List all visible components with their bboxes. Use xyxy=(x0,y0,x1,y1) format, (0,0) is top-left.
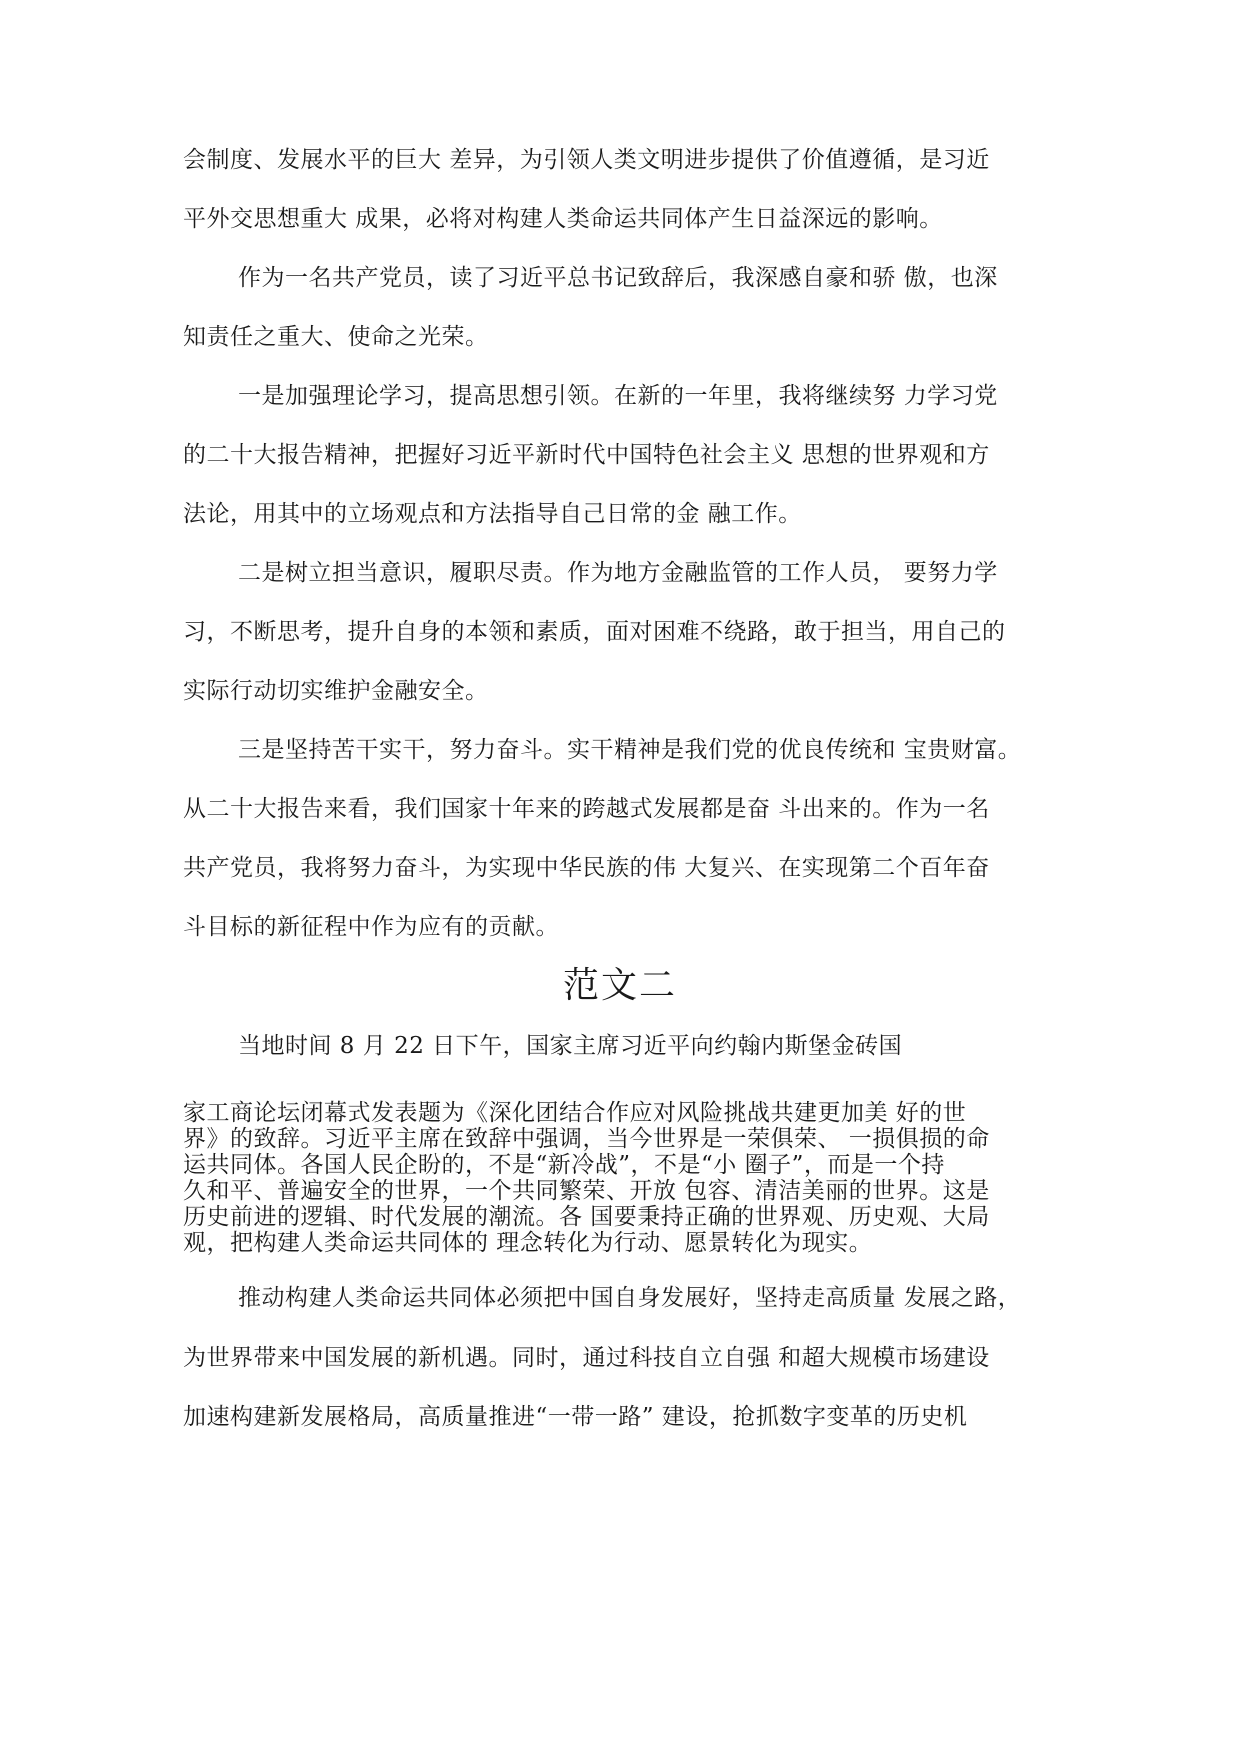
text-line: 从二十大报告来看，我们国家十年来的跨越式发展都是奋 斗出来的。作为一名 xyxy=(183,796,990,822)
text-line: 会制度、发展水平的巨大 差异，为引领人类文明进步提供了价值遵循，是习近 xyxy=(183,147,990,173)
text-line: 共产党员，我将努力奋斗，为实现中华民族的伟 大复兴、在实现第二个百年奋 xyxy=(183,855,990,881)
text-line: 推动构建人类命运共同体必须把中国自身发展好，坚持走高质量 发展之路， xyxy=(238,1285,1022,1311)
text-line: 运共同体。各国人民企盼的，不是“新冷战”，不是“小 圈子”，而是一个持 xyxy=(183,1152,945,1178)
text-line: 三是坚持苦干实干，努力奋斗。实干精神是我们党的优良传统和 宝贵财富。 xyxy=(238,737,1022,763)
text-line: 平外交思想重大 成果，必将对构建人类命运共同体产生日益深远的影响。 xyxy=(183,206,943,232)
text-line: 二是树立担当意识，履职尽责。作为地方金融监管的工作人员， 要努力学 xyxy=(238,560,998,586)
text-line: 观，把构建人类命运共同体的 理念转化为行动、愿景转化为现实。 xyxy=(183,1230,873,1256)
text-line: 历史前进的逻辑、时代发展的潮流。各 国要秉持正确的世界观、历史观、大局 xyxy=(183,1204,990,1230)
text-line: 的二十大报告精神，把握好习近平新时代中国特色社会主义 思想的世界观和方 xyxy=(183,442,990,468)
text-line: 加速构建新发展格局，高质量推进“一带一路” 建设，抢抓数字变革的历史机 xyxy=(183,1404,968,1430)
text-line: 当地时间 8 月 22 日下午，国家主席习近平向约翰内斯堡金砖国 xyxy=(238,1033,903,1059)
text-line: 界》的致辞。习近平主席在致辞中强调，当今世界是一荣俱荣、 一损俱损的命 xyxy=(183,1126,990,1152)
text-line: 一是加强理论学习，提高思想引领。在新的一年里，我将继续努 力学习党 xyxy=(238,383,998,409)
text-line: 法论，用其中的立场观点和方法指导自己日常的金 融工作。 xyxy=(183,501,802,527)
text-line: 作为一名共产党员，读了习近平总书记致辞后，我深感自豪和骄 傲，也深 xyxy=(238,265,998,291)
dense-paragraph xyxy=(183,1100,1063,1256)
section-heading: 范文二 xyxy=(562,965,677,1006)
text-line: 斗目标的新征程中作为应有的贡献。 xyxy=(183,914,559,940)
text-line: 实际行动切实维护金融安全。 xyxy=(183,678,489,704)
text-line: 家工商论坛闭幕式发表题为《深化团结合作应对风险挑战共建更加美 好的世 xyxy=(183,1100,967,1126)
text-line: 知责任之重大、使命之光荣。 xyxy=(183,324,489,350)
text-line: 久和平、普遍安全的世界，一个共同繁荣、开放 包容、清洁美丽的世界。这是 xyxy=(183,1178,990,1204)
text-line: 习，不断思考，提升自身的本领和素质，面对困难不绕路，敢于担当，用自己的 xyxy=(183,619,1006,645)
text-line: 为世界带来中国发展的新机遇。同时，通过科技自立自强 和超大规模市场建设 xyxy=(183,1345,990,1371)
